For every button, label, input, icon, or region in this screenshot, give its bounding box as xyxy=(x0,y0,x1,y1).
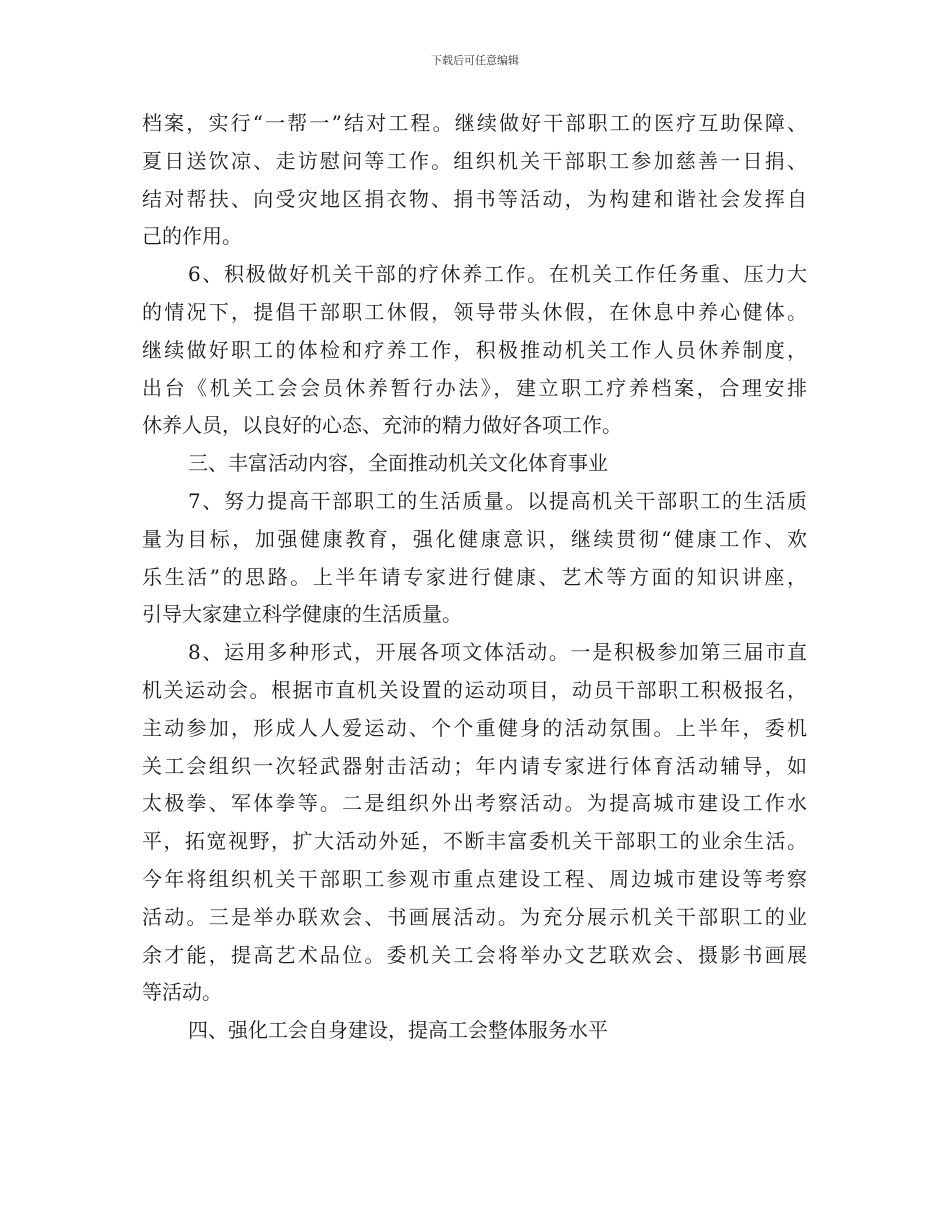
text-line: 己的作用。 xyxy=(142,224,242,249)
text-line: 关工会组织一次轻武器射击活动；年内请专家进行体育活动辅导，如 xyxy=(142,753,807,778)
text-line: 主动参加，形成人人爱运动、个个重健身的活动氛围。上半年，委机 xyxy=(142,715,807,740)
text-line: 三、丰富活动内容，全面推动机关文化体育事业 xyxy=(188,451,608,476)
text-line: 的情况下，提倡干部职工休假，领导带头休假，在休息中养心健体。 xyxy=(142,299,807,324)
text-line: 活动。三是举办联欢会、书画展活动。为充分展示机关干部职工的业 xyxy=(142,904,807,929)
text-line: 档案，实行“一帮一”结对工程。继续做好干部职工的医疗互助保障、 xyxy=(142,111,807,135)
page-header: 下载后可任意编辑 xyxy=(431,54,519,67)
text-line: 继续做好职工的体检和疗养工作，积极推动机关工作人员休养制度， xyxy=(142,337,807,362)
text-line: 出台《机关工会会员休养暂行办法》，建立职工疗养档案，合理安排 xyxy=(142,375,807,400)
text-line: 四、强化工会自身建设，提高工会整体服务水平 xyxy=(188,1018,608,1043)
document-body xyxy=(142,105,807,1050)
text-line: 休养人员，以良好的心态、充沛的精力做好各项工作。 xyxy=(142,413,622,438)
text-line: 太极拳、军体拳等。二是组织外出考察活动。为提高城市建设工作水 xyxy=(142,791,807,816)
text-line: 平，拓宽视野，扩大活动外延，不断丰富委机关干部职工的业余生活。 xyxy=(142,829,807,854)
text-line: 量为目标，加强健康教育，强化健康意识，继续贯彻“健康工作、欢 xyxy=(142,526,807,551)
text-line: 今年将组织机关干部职工参观市重点建设工程、周边城市建设等考察 xyxy=(142,866,807,891)
text-line: 8、运用多种形式，开展各项文体活动。一是积极参加第三届市直 xyxy=(188,640,807,665)
text-line: 夏日送饮凉、走访慰问等工作。组织机关干部职工参加慈善一日捐、 xyxy=(142,148,807,173)
text-line: 结对帮扶、向受灾地区捐衣物、捐书等活动，为构建和谐社会发挥自 xyxy=(142,186,807,211)
text-line: 余才能，提高艺术品位。委机关工会将举办文艺联欢会、摄影书画展 xyxy=(142,942,807,967)
text-line: 7、努力提高干部职工的生活质量。以提高机关干部职工的生活质 xyxy=(188,488,807,513)
text-line: 6、积极做好机关干部的疗休养工作。在机关工作任务重、压力大 xyxy=(188,262,807,287)
text-line: 引导大家建立科学健康的生活质量。 xyxy=(142,602,462,627)
text-line: 等活动。 xyxy=(142,980,222,1005)
text-line: 机关运动会。根据市直机关设置的运动项目，动员干部职工积极报名， xyxy=(142,677,807,702)
text-line: 乐生活”的思路。上半年请专家进行健康、艺术等方面的知识讲座， xyxy=(142,564,807,589)
